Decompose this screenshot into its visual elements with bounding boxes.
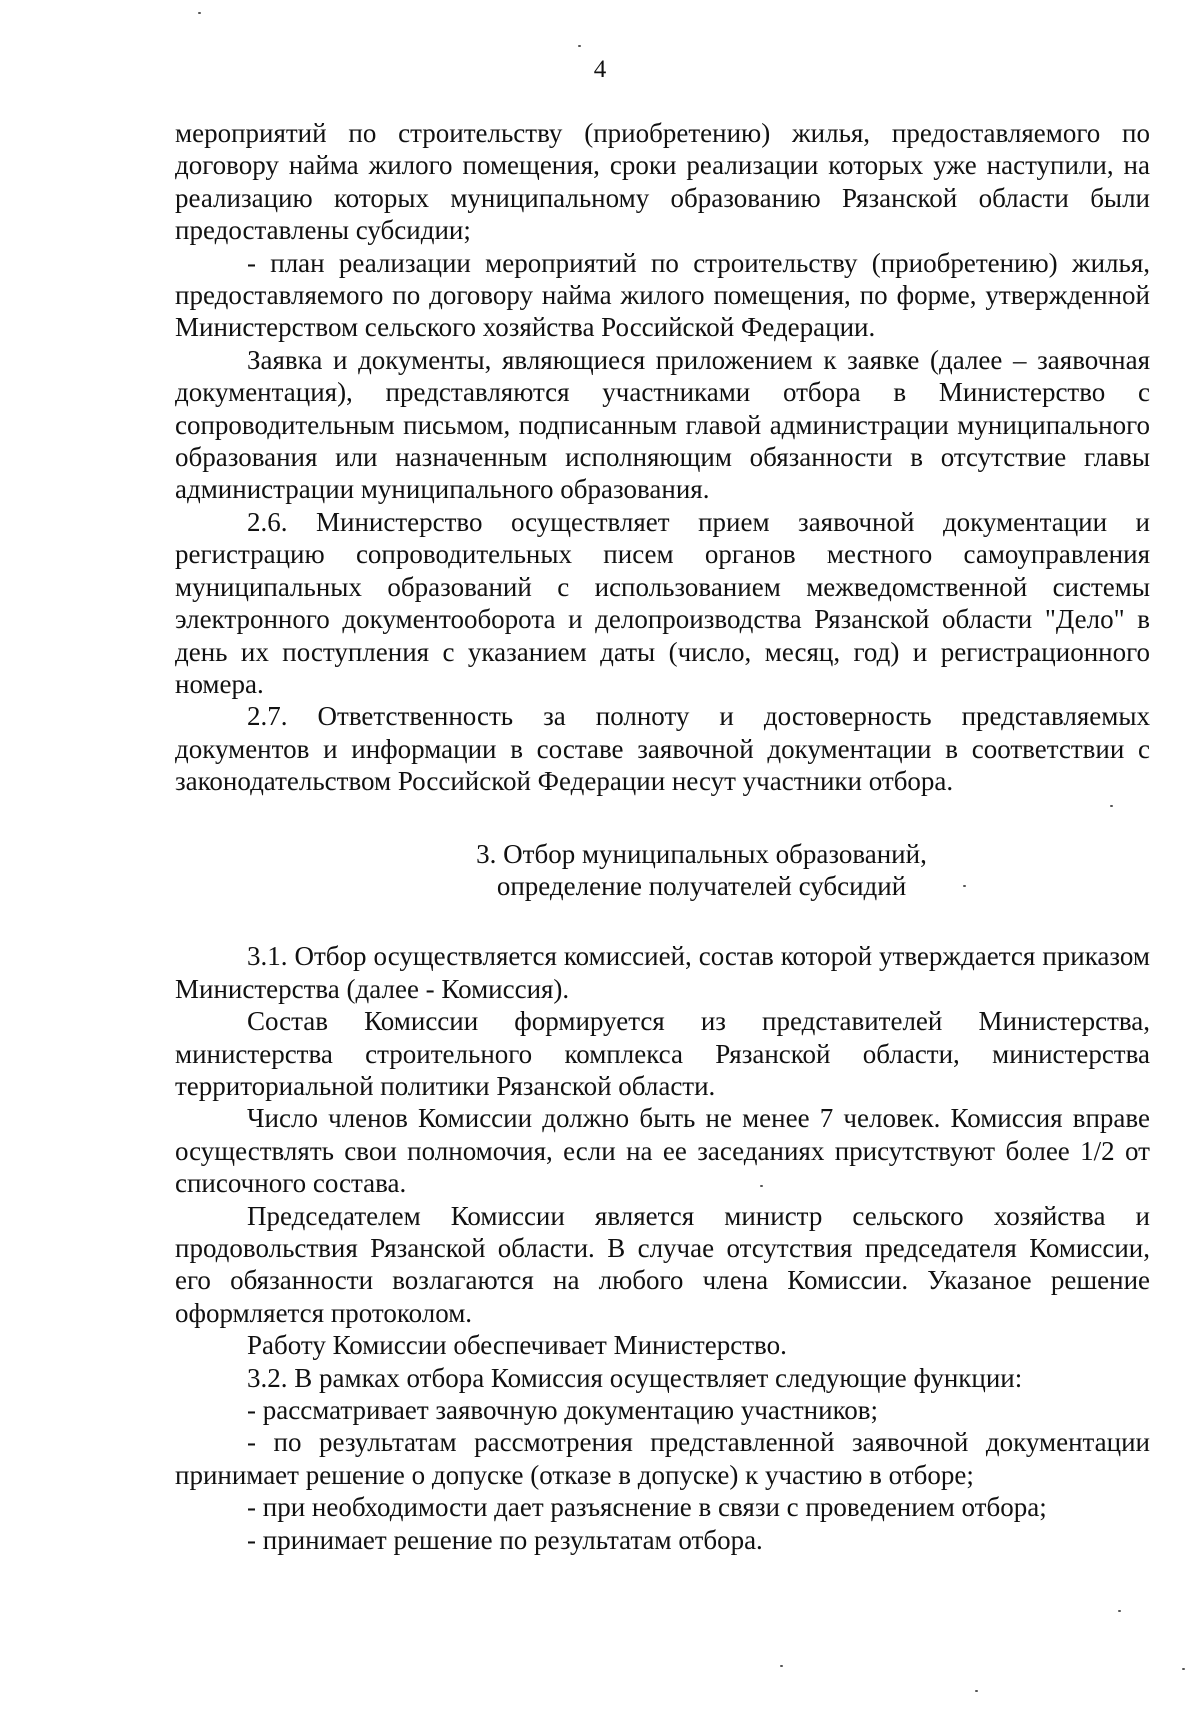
document-body: [175, 117, 1150, 1556]
page-number: 4: [593, 56, 607, 83]
paragraph-commission-chair: Председателем Комиссии является министр сельского хозяйства и продовольствия Рязанской области. В случае отсутствия председателя Комиссии, его обязанности возлагаются на любого члена Комиссии. Указаное решение оформляется протоколом.: [175, 1200, 1150, 1328]
paragraph-3-2: 3.2. В рамках отбора Комиссия осуществляет следующие функции:: [247, 1362, 1023, 1393]
list-item-review: - рассматривает заявочную документацию участников;: [247, 1395, 879, 1426]
scan-speck: [760, 1185, 763, 1187]
section-heading-line2: определение получателей субсидий: [496, 870, 907, 901]
scan-speck: [1182, 1668, 1185, 1670]
scan-speck: [578, 45, 581, 47]
paragraph-commission-composition: Состав Комиссии формируется из представителей Министерства, министерства строительного комплекса Рязанской области, министерства территориальной политики Рязанской области.: [175, 1006, 1150, 1101]
scan-speck: [963, 885, 966, 887]
scan-speck: [975, 1690, 978, 1692]
list-item-admission: - по результатам рассмотрения представленной заявочной документации принимает решение о допуске (отказе в допуске) к участию в отборе;: [175, 1427, 1150, 1490]
scan-speck: [1118, 1610, 1121, 1612]
scan-speck: [780, 1665, 783, 1667]
paragraph-application: Заявка и документы, являющиеся приложением к заявке (далее – заявочная документация), представляются участниками отбора в Министерство с сопроводительным письмом, подписанным главой администрации муниципального образования или назначенным исполняющим обязанности в отсутствие главы администрации муниципального образования.: [175, 344, 1150, 505]
paragraph-commission-members: Число членов Комиссии должно быть не менее 7 человек. Комиссия вправе осуществлять свои полномочия, если на ее заседаниях присутствуют более 1/2 от списочного состава.: [175, 1103, 1150, 1199]
section-heading-line1: 3. Отбор муниципальных образований,: [476, 838, 927, 869]
scan-speck: [1110, 805, 1113, 807]
paragraph-2-6: 2.6. Министерство осуществляет прием заявочной документации и регистрацию сопроводительных писем органов местного самоуправления муниципальных образований с использованием межведомственной системы электронного документооборота и делопроизводства Рязанской области "Дело" в день их поступления с указанием даты (число, месяц, год) и регистрационного номера.: [175, 506, 1150, 699]
paragraph-commission-support: Работу Комиссии обеспечивает Министерство.: [247, 1330, 787, 1361]
paragraph-plan-item: - план реализации мероприятий по строительству (приобретению) жилья, предоставляемого по договору найма жилого помещения, по форме, утвержденной Министерством сельского хозяйства Российской Федерации.: [175, 247, 1150, 343]
paragraph-2-7: 2.7. Ответственность за полноту и достоверность представляемых документов и информации в составе заявочной документации в соответствии с законодательством Российской Федерации несут участники отбора.: [175, 701, 1150, 797]
scan-speck: [198, 12, 201, 14]
section-heading: [175, 838, 1150, 903]
list-item-decision: - принимает решение по результатам отбора.: [247, 1524, 763, 1555]
list-item-clarification: - при необходимости дает разъяснение в связи с проведением отбора;: [247, 1492, 1047, 1523]
paragraph-3-1: 3.1. Отбор осуществляется комиссией, состав которой утверждается приказом Министерства (далее - Комиссия).: [175, 941, 1150, 1004]
paragraph-continuation: мероприятий по строительству (приобретению) жилья, предоставляемого по договору найма жилого помещения, сроки реализации которых уже наступили, на реализацию которых муниципальному образованию Рязанской области были предоставлены субсидии;: [175, 118, 1150, 246]
